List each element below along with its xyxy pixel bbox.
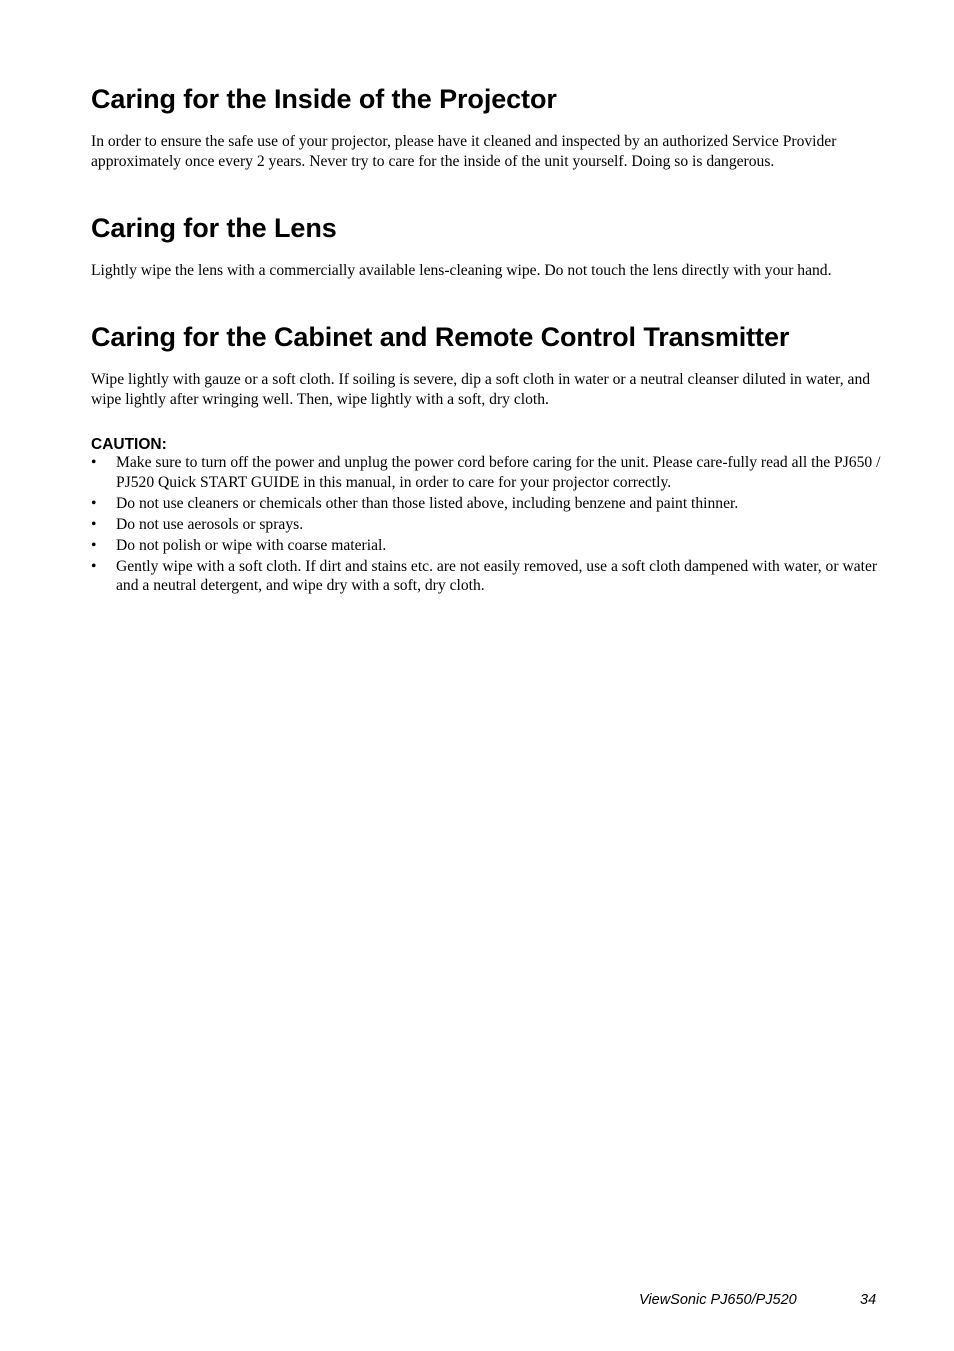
caution-item	[91, 557, 891, 596]
bullet-icon: •	[91, 494, 97, 512]
caution-item-text: Do not use aerosols or sprays.	[116, 515, 304, 533]
caution-item-text: Make sure to turn off the power and unplug the power cord before caring for the unit. Please care-fully read all the PJ650 / PJ520 Quick START GUIDE in this manual, in order to care for your projector correctly.	[116, 454, 881, 491]
caution-item	[91, 453, 891, 492]
section-body-inside: In order to ensure the safe use of your projector, please have it cleaned and inspected by an authorized Service Provider approximately once every 2 years. Never try to care for the inside of the unit yourself. Doing so is dangerous.	[91, 133, 837, 170]
caution-item-text: Do not polish or wipe with coarse material.	[116, 536, 387, 554]
section-heading-cabinet: Caring for the Cabinet and Remote Control Transmitter	[91, 322, 790, 352]
bullet-icon: •	[91, 557, 97, 575]
caution-item-text: Do not use cleaners or chemicals other than those listed above, including benzene and paint thinner.	[116, 494, 739, 512]
bullet-icon: •	[91, 454, 97, 471]
footer-brand-model: ViewSonic PJ650/PJ520	[639, 1292, 797, 1308]
bullet-icon: •	[91, 515, 97, 533]
caution-item-text: Gently wipe with a soft cloth. If dirt and stains etc. are not easily removed, use a soft cloth dampened with water, or water and a neutral detergent, and wipe dry with a soft, dry cloth.	[116, 557, 878, 594]
bullet-icon: •	[91, 536, 97, 554]
caution-list	[91, 453, 891, 597]
footer-page-number: 34	[860, 1292, 877, 1308]
section-heading-lens: Caring for the Lens	[91, 213, 337, 243]
caution-label: CAUTION:	[91, 436, 167, 453]
section-heading-inside: Caring for the Inside of the Projector	[91, 84, 557, 114]
caution-item	[91, 494, 891, 514]
section-body-lens: Lightly wipe the lens with a commercially available lens-cleaning wipe. Do not touch the lens directly with your hand.	[91, 262, 832, 279]
caution-item	[91, 515, 891, 535]
caution-item	[91, 536, 891, 556]
section-body-cabinet: Wipe lightly with gauze or a soft cloth. If soiling is severe, dip a soft cloth in water or a neutral cleanser diluted in water, and wipe lightly after wringing well. Then, wipe lightly with a soft, dry cloth.	[91, 371, 871, 408]
